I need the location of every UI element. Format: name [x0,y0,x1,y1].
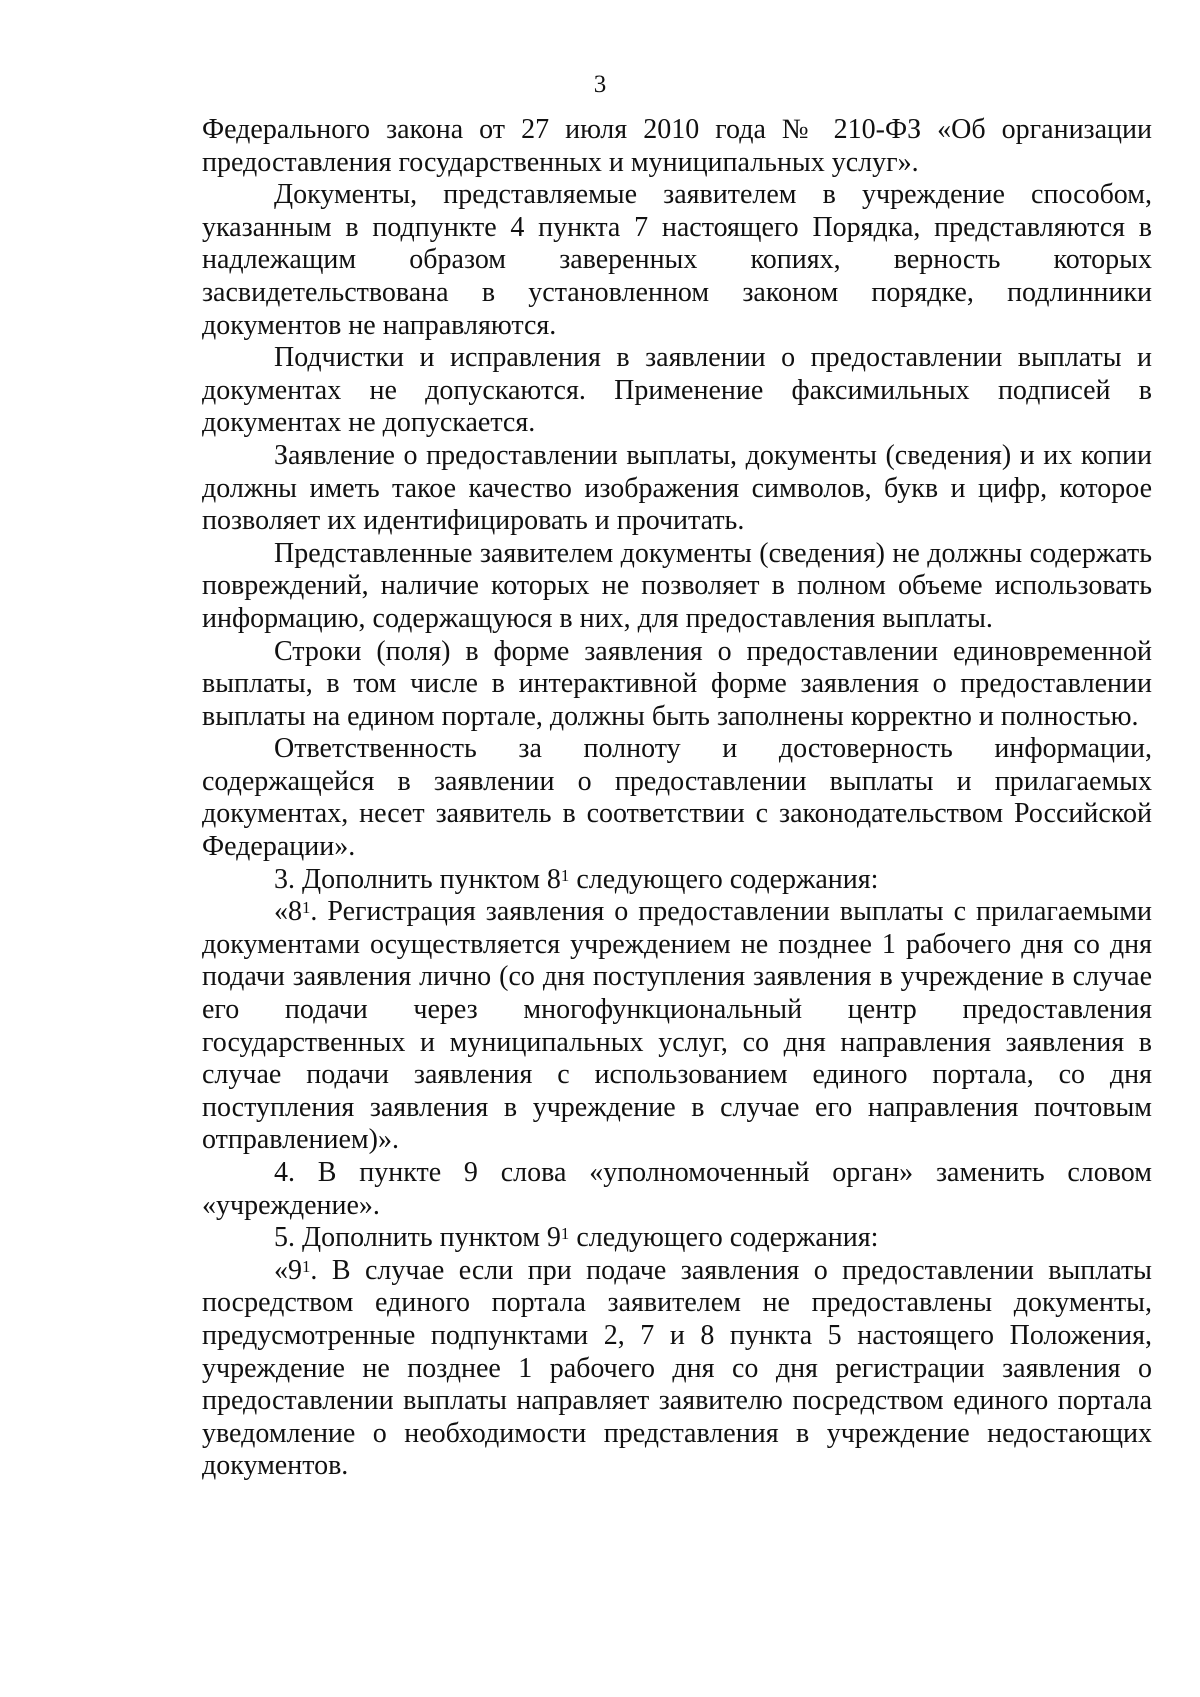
item-4: 4. В пункте 9 слова «уполномоченный орган» заменить словом «учреждение». [202,1157,1152,1221]
paragraph-9-1 [202,1255,1152,1483]
paragraph-8-1 [202,896,1152,1157]
paragraph-9-1-text-before: «9 [274,1254,302,1286]
paragraph-8-1-superscript: 1 [302,898,311,918]
paragraph-responsibility: Ответственность за полноту и достоверность информации, содержащейся в заявлении о предоставлении выплаты и прилагаемых документах, несет заявитель в соответствии с законодательством Российской Федерации». [202,733,1152,863]
item-3-text-before: 3. Дополнить пунктом 8 [274,863,561,895]
paragraph-image-quality: Заявление о предоставлении выплаты, документы (сведения) и их копии должны иметь такое качество изображения символов, букв и цифр, которое позволяет их идентифицировать и прочитать. [202,439,1152,537]
item-5 [202,1222,1152,1255]
paragraph-8-1-text-before: «8 [274,896,302,928]
item-5-superscript: 1 [560,1224,570,1244]
paragraph-documents-copies: Документы, представляемые заявителем в учреждение способом, указанным в подпункте 4 пункта 7 настоящего Порядка, представляются в надлежащим образом заверенных копиях, верность которых засвидетельствована в установленном законом порядке, подлинники документов не направляются. [202,179,1152,341]
paragraph-no-corrections: Подчистки и исправления в заявлении о предоставлении выплаты и документах не допускаются. Применение факсимильных подписей в документах не допускается. [202,342,1152,439]
item-5-text-before: 5. Дополнить пунктом 9 [274,1222,561,1254]
paragraph-continuation: Федерального закона от 27 июля 2010 года № 210-ФЗ «Об организации предоставления государственных и муниципальных услуг». [202,114,1152,178]
paragraph-form-fields: Строки (поля) в форме заявления о предоставлении единовременной выплаты, в том числе в интерактивной форме заявления о предоставлении выплаты на едином портале, должны быть заполнены корректно и полностью. [202,635,1152,732]
paragraph-no-damage: Представленные заявителем документы (сведения) не должны содержать повреждений, наличие которых не позволяет в полном объеме использовать информацию, содержащуюся в них, для предоставления выплаты. [202,537,1152,634]
paragraph-9-1-text-after: . В случае если при подаче заявления о предоставлении выплаты посредством единого портала заявителем не предоставлены документы, предусмотренные подпунктами 2, 7 и 8 пункта 5 настоящего Положения, учреждение не позднее 1 рабочего дня со дня регистрации заявления о предоставлении выплаты направляет заявителю посредством единого портала уведомление о необходимости представления в учреждение недостающих документов. [202,1254,1152,1482]
item-3-superscript: 1 [560,865,570,885]
item-3-text-after: следующего содержания: [569,863,879,895]
paragraph-9-1-superscript: 1 [302,1256,311,1276]
document-body [202,114,1152,1483]
item-3 [202,864,1152,897]
item-5-text-after: следующего содержания: [569,1222,879,1254]
page-number: 3 [593,71,607,98]
paragraph-8-1-text-after: . Регистрация заявления о предоставлении выплаты с прилагаемыми документами осуществляется учреждением не позднее 1 рабочего дня со дня подачи заявления лично (со дня поступления заявления в учреждение в случае его подачи через многофункциональный центр предоставления государственных и муниципальных услуг, со дня направления заявления в случае подачи заявления с использованием единого портала, со дня поступления заявления в учреждение в случае его направления почтовым отправлением)». [202,896,1152,1156]
